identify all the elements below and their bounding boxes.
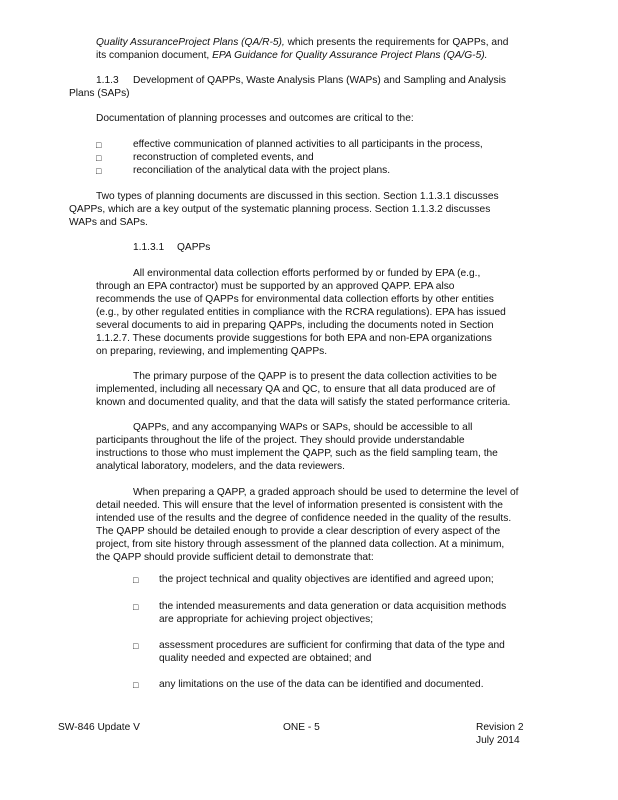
qa-r5-title: Quality AssuranceProject Plans (QA/R-5), [96,37,285,48]
objective-item-3-line-1: assessment procedures are sufficient for confirming that data of the type and [159,640,505,651]
paragraph-line: through an EPA contractor) must be supported by an approved QAPP. EPA also [96,281,455,292]
bullet-item-3: reconciliation of the analytical data with the project plans. [133,165,391,176]
paragraph-line: WAPs and SAPs. [69,217,148,228]
bullet-box-icon: □ [133,602,139,612]
paragraph-line: recommends the use of QAPPs for environmental data collection efforts by other entities [96,294,494,305]
objective-item-1: the project technical and quality objectives are identified and agreed upon; [159,574,494,585]
paragraph-line: several documents to aid in preparing QAPPs, including the documents noted in Section [96,320,494,331]
paragraph-line: 1.1.2.7. These documents provide suggestions for both EPA and non-EPA organizations [96,333,492,344]
section-title-line-2: Plans (SAPs) [69,88,130,99]
bullet-item-1: effective communication of planned activities to all participants in the process, [133,139,483,150]
intro-line-1 [96,37,508,50]
footer-page-number: ONE - 5 [283,722,320,733]
bullet-box-icon: □ [96,153,102,163]
footer-document-id: SW-846 Update V [58,722,140,733]
intro-line-2-start: its companion document, [96,50,213,61]
bullet-box-icon: □ [96,166,102,176]
paragraph-line: implemented, including all necessary QA and QC, to ensure that all data produced are of [96,384,496,395]
paragraph-line: The QAPP should be detailed enough to provide a clear description of every aspect of the [96,526,501,537]
subsection-title: QAPPs [177,242,211,253]
paragraph-line: When preparing a QAPP, a graded approach should be used to determine the level of [133,487,519,498]
paragraph-line: detail needed. This will ensure that the level of information presented is consistent with the [96,500,503,511]
paragraph-line: on preparing, reviewing, and implementing QAPPs. [96,346,328,357]
paragraph-line: All environmental data collection efforts performed by or funded by EPA (e.g., [133,268,481,279]
bullet-item-2: reconstruction of completed events, and [133,152,314,163]
paragraph-line: participants throughout the life of the project. They should provide understandable [96,435,465,446]
paragraph-line: known and documented quality, and that the data will satisfy the stated performance criteria. [96,397,511,408]
footer-date: July 2014 [476,735,520,746]
bullet-box-icon: □ [133,680,139,690]
paragraph-line: QAPPs, and any accompanying WAPs or SAPs, should be accessible to all [133,422,473,433]
objective-item-3-line-2: quality needed and expected are obtained; and [159,653,372,664]
section-title-line-1: Development of QAPPs, Waste Analysis Plans (WAPs) and Sampling and Analysis [133,75,506,86]
subsection-number: 1.1.3.1 [133,242,165,253]
paragraph-line: analytical laboratory, modelers, and the data reviewers. [96,461,345,472]
paragraph-line: instructions to those who must implement the QAPP, such as the field sampling team, the [96,448,498,459]
objective-item-2-line-2: are appropriate for achieving project objectives; [159,614,374,625]
intro-line-2 [96,50,487,63]
objective-item-2-line-1: the intended measurements and data generation or data acquisition methods [159,601,507,612]
footer-revision: Revision 2 [476,722,524,733]
documentation-intro: Documentation of planning processes and outcomes are critical to the: [96,113,414,124]
qa-g5-title: EPA Guidance for Quality Assurance Project Plans (QA/G-5). [212,50,488,61]
paragraph-line: QAPPs, which are a key output of the systematic planning process. Section 1.1.3.2 discusses [69,204,491,215]
bullet-box-icon: □ [96,140,102,150]
bullet-box-icon: □ [133,575,139,585]
paragraph-line: The primary purpose of the QAPP is to present the data collection activities to be [133,371,497,382]
bullet-box-icon: □ [133,641,139,651]
intro-line-1-rest: which presents the requirements for QAPPs, and [284,37,509,48]
section-number: 1.1.3 [96,75,119,86]
paragraph-line: (e.g., by other regulated entities in compliance with the RCRA regulations). EPA has issued [96,307,506,318]
paragraph-line: intended use of the results and the degree of confidence needed in the quality of the results. [96,513,512,524]
paragraph-line: Two types of planning documents are discussed in this section. Section 1.1.3.1 discusses [96,191,499,202]
paragraph-line: project, from site history through assessment of the planned data collection. At a minimum, [96,539,505,550]
objective-item-4: any limitations on the use of the data can be identified and documented. [159,679,484,690]
paragraph-line: the QAPP should provide sufficient detail to demonstrate that: [96,552,374,563]
